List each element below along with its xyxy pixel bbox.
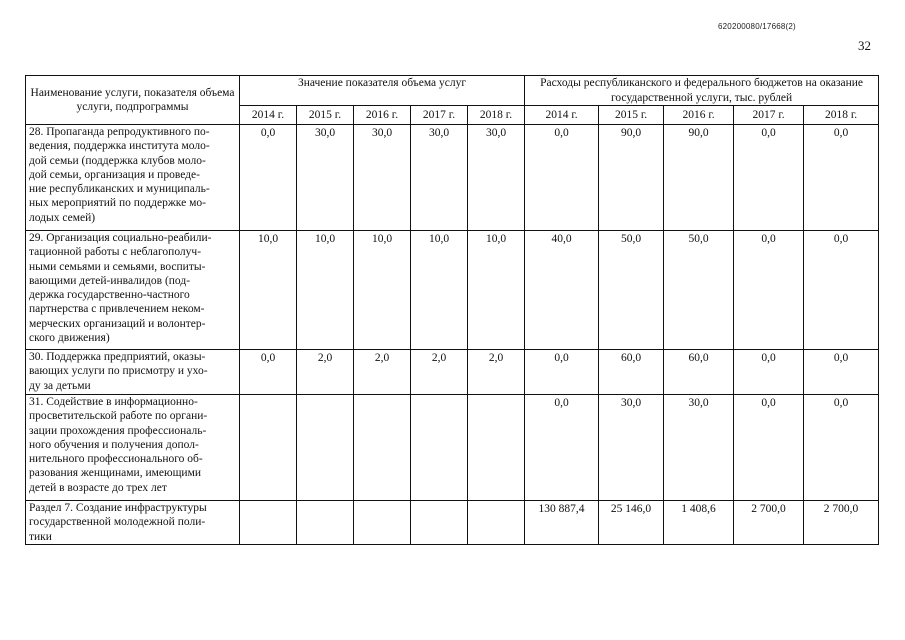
budget-value: 0,0 [804, 231, 879, 350]
header-year: 2014 г. [525, 106, 599, 125]
budget-value: 0,0 [525, 350, 599, 395]
volume-value: 0,0 [240, 125, 297, 231]
volume-value: 2,0 [411, 350, 468, 395]
volume-value [240, 501, 297, 545]
service-name: 31. Содействие в информационно- просветительской работе по органи- зации прохождения профессиональ- ного обучения и получения допол- нительного профессионального об- разования женщинами, имеющими детей в возрасте до трех лет [26, 395, 240, 501]
budget-value: 2 700,0 [804, 501, 879, 545]
header-year: 2016 г. [664, 106, 734, 125]
volume-value [297, 501, 354, 545]
header-year: 2017 г. [734, 106, 804, 125]
header-volume-group: Значение показателя объема услуг [240, 76, 525, 106]
service-name: 30. Поддержка предприятий, оказы- вающих услуги по присмотру и ухо- ду за детьми [26, 350, 240, 395]
volume-value: 30,0 [468, 125, 525, 231]
service-name: 29. Организация социально-реабили- тационной работы с неблагополуч- ными семьями и семьями, воспиты- вающими детей-инвалидов (под- держка государственно-частного партнерства с привлечением неком- мерческих организаций и волонтер- ского движения) [26, 231, 240, 350]
document-id: 620200080/17668(2) [718, 22, 796, 31]
budget-value: 0,0 [525, 395, 599, 501]
volume-value: 10,0 [240, 231, 297, 350]
section-name: Раздел 7. Создание инфраструктуры государственной молодежной поли- тики [26, 501, 240, 545]
volume-value [354, 501, 411, 545]
services-table [25, 75, 879, 545]
volume-value: 2,0 [354, 350, 411, 395]
section-row [26, 501, 879, 545]
header-row [26, 76, 879, 106]
table-row [26, 231, 879, 350]
service-name: 28. Пропаганда репродуктивного по- ведения, поддержка института моло- дой семьи (поддержка клубов моло- дой семьи, организация и проведе- ние республиканских и муниципаль- ных мероприятий по поддержке мо- лодых семей) [26, 125, 240, 231]
volume-value: 2,0 [297, 350, 354, 395]
header-year: 2015 г. [297, 106, 354, 125]
budget-value: 0,0 [804, 125, 879, 231]
volume-value: 10,0 [468, 231, 525, 350]
budget-value: 1 408,6 [664, 501, 734, 545]
budget-value: 90,0 [664, 125, 734, 231]
volume-value [468, 501, 525, 545]
header-year: 2017 г. [411, 106, 468, 125]
header-year: 2015 г. [599, 106, 664, 125]
header-year: 2016 г. [354, 106, 411, 125]
header-year: 2018 г. [468, 106, 525, 125]
volume-value [240, 395, 297, 501]
volume-value [297, 395, 354, 501]
budget-value: 60,0 [599, 350, 664, 395]
volume-value [354, 395, 411, 501]
volume-value: 30,0 [354, 125, 411, 231]
budget-value: 130 887,4 [525, 501, 599, 545]
header-service-name: Наименование услуги, показателя объема услуги, подпрограммы [26, 76, 240, 125]
budget-value: 25 146,0 [599, 501, 664, 545]
budget-value: 0,0 [734, 231, 804, 350]
budget-value: 50,0 [599, 231, 664, 350]
budget-value: 30,0 [599, 395, 664, 501]
budget-value: 50,0 [664, 231, 734, 350]
volume-value: 30,0 [297, 125, 354, 231]
budget-value: 0,0 [804, 350, 879, 395]
page-number: 32 [858, 38, 871, 53]
budget-value: 40,0 [525, 231, 599, 350]
volume-value: 2,0 [468, 350, 525, 395]
header-year: 2018 г. [804, 106, 879, 125]
table-row [26, 350, 879, 395]
budget-value: 0,0 [525, 125, 599, 231]
volume-value [468, 395, 525, 501]
volume-value: 0,0 [240, 350, 297, 395]
volume-value: 10,0 [297, 231, 354, 350]
header-year: 2014 г. [240, 106, 297, 125]
table-row [26, 395, 879, 501]
volume-value [411, 501, 468, 545]
volume-value: 10,0 [411, 231, 468, 350]
volume-value: 10,0 [354, 231, 411, 350]
table-row [26, 125, 879, 231]
budget-value: 0,0 [804, 395, 879, 501]
budget-value: 90,0 [599, 125, 664, 231]
volume-value: 30,0 [411, 125, 468, 231]
budget-value: 30,0 [664, 395, 734, 501]
budget-value: 0,0 [734, 395, 804, 501]
volume-value [411, 395, 468, 501]
budget-value: 0,0 [734, 125, 804, 231]
budget-value: 60,0 [664, 350, 734, 395]
budget-value: 0,0 [734, 350, 804, 395]
header-budget-group: Расходы республиканского и федерального бюджетов на оказание государственной услуги, тыс. рублей [525, 76, 879, 106]
budget-value: 2 700,0 [734, 501, 804, 545]
